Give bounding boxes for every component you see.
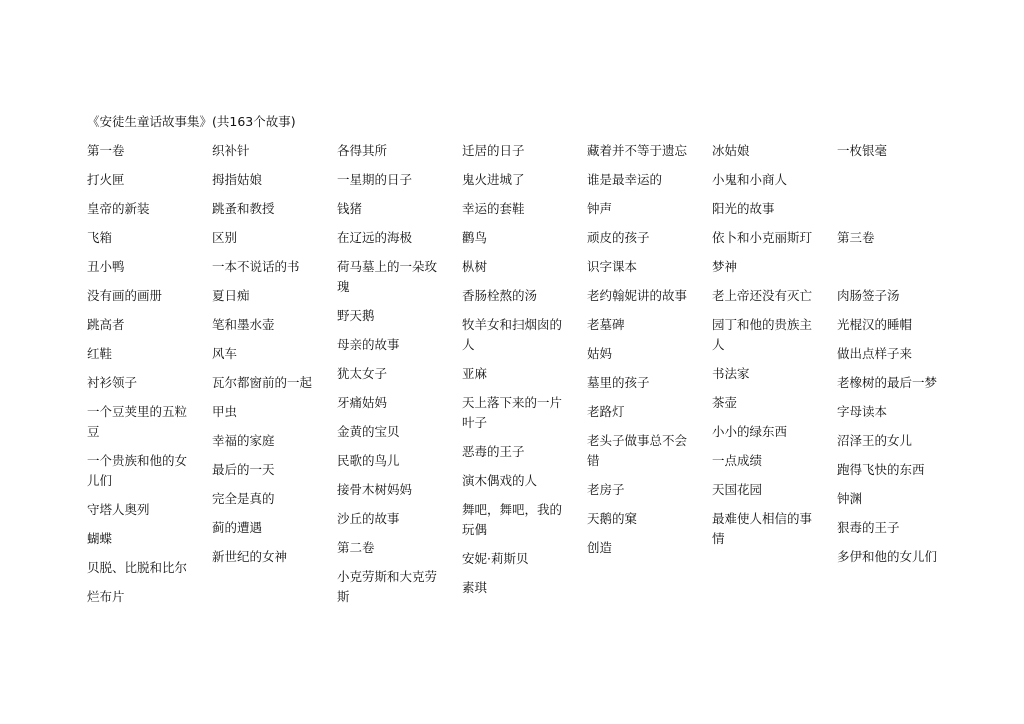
story-title: 一个豆荚里的五粒豆 [87,404,188,439]
story-title: 第一卷 [87,143,125,158]
story-title: 打火匣 [87,172,125,187]
story-title: 恶毒的王子 [462,444,525,459]
story-title: 梦神 [712,259,738,274]
story-title: 野天鹅 [337,308,375,323]
story-title: 肉肠签子汤 [837,288,900,303]
story-title: 没有画的画册 [87,288,163,303]
story-title: 蝴蝶 [87,531,113,546]
story-title: 一个贵族和他的女儿们 [87,453,188,488]
story-title: 甲虫 [212,404,238,419]
story-title: 各得其所 [337,143,388,158]
story-title: 字母读本 [837,404,888,419]
story-title: 民歌的鸟儿 [337,453,400,468]
story-title: 顽皮的孩子 [587,230,650,245]
story-title: 安妮·莉斯贝 [462,551,529,566]
story-title: 钱猪 [337,201,363,216]
story-title: 鬼火进城了 [462,172,525,187]
story-title: 演木偶戏的人 [462,473,538,488]
story-title: 姑妈 [587,346,613,361]
story-title: 老房子 [587,482,625,497]
story-title: 幸福的家庭 [212,433,275,448]
story-title: 烂布片 [87,589,125,604]
story-title: 牧羊女和扫烟囱的人 [462,317,563,352]
story-title: 皇帝的新装 [87,201,150,216]
story-column-4 [462,141,574,607]
story-title: 光棍汉的睡帽 [837,317,913,332]
story-title: 金黄的宝贝 [337,424,400,439]
story-title: 瓦尔都窗前的一起 [212,375,313,390]
story-title: 贝脱、比脱和比尔 [87,560,188,575]
story-title: 拇指姑娘 [212,172,263,187]
story-title: 最后的一天 [212,462,275,477]
story-title: 小鬼和小商人 [712,172,788,187]
story-title: 多伊和他的女儿们 [837,549,938,564]
story-title: 丑小鸭 [87,259,125,274]
story-title: 接骨木树妈妈 [337,482,413,497]
story-title: 衬衫领子 [87,375,138,390]
story-title: 墓里的孩子 [587,375,650,390]
story-title: 天鹅的窠 [587,511,638,526]
story-column-6 [712,141,824,558]
story-title: 枞树 [462,259,488,274]
story-title: 识字课本 [587,259,638,274]
story-title: 蓟的遭遇 [212,520,263,535]
story-title: 织补针 [212,143,250,158]
story-title: 小小的绿东西 [712,424,788,439]
story-title: 老上帝还没有灭亡 [712,288,813,303]
story-title: 牙痛姑妈 [337,395,388,410]
story-title: 茶壶 [712,395,738,410]
story-title: 风车 [212,346,238,361]
story-title: 鹳鸟 [462,230,488,245]
story-column-5 [587,141,699,567]
story-title: 园丁和他的贵族主人 [712,317,813,352]
story-title: 迁居的日子 [462,143,525,158]
story-title: 完全是真的 [212,491,275,506]
story-column-1 [87,141,199,616]
story-title: 香肠栓熬的汤 [462,288,538,303]
story-title: 夏日痴 [212,288,250,303]
story-title: 跑得飞快的东西 [837,462,925,477]
story-title: 母亲的故事 [337,337,400,352]
story-title: 老头子做事总不会错 [587,433,688,468]
story-title: 天上落下来的一片叶子 [462,395,563,430]
story-title: 亚麻 [462,366,488,381]
story-title: 藏着并不等于遗忘 [587,143,688,158]
story-title: 一本不说话的书 [212,259,300,274]
story-column-7 [837,141,949,576]
story-title: 一枚银毫 [837,143,888,158]
story-title: 犹太女子 [337,366,388,381]
story-title: 第三卷 [837,230,875,245]
story-title: 守塔人奥列 [87,502,150,517]
story-title: 狠毒的王子 [837,520,900,535]
story-title: 最难使人相信的事情 [712,511,813,546]
story-title: 书法家 [712,366,750,381]
story-title: 沼泽王的女儿 [837,433,913,448]
story-title: 跳蚤和教授 [212,201,275,216]
story-title: 笔和墨水壶 [212,317,275,332]
story-title: 阳光的故事 [712,201,775,216]
story-title: 区别 [212,230,238,245]
story-title: 老橡树的最后一梦 [837,375,938,390]
story-title: 谁是最幸运的 [587,172,663,187]
story-title: 老约翰妮讲的故事 [587,288,688,303]
story-title: 飞箱 [87,230,113,245]
story-title: 舞吧，舞吧，我的玩偶 [462,502,563,537]
story-title: 老路灯 [587,404,625,419]
story-title: 做出点样子来 [837,346,913,361]
document-title: 《安徒生童话故事集》(共163个故事) [87,114,296,129]
story-title: 荷马墓上的一朵玫瑰 [337,259,438,294]
story-title: 新世纪的女神 [212,549,288,564]
story-title: 钟渊 [837,491,863,506]
story-title: 幸运的套鞋 [462,201,525,216]
story-column-2 [212,141,324,576]
story-title: 依卜和小克丽斯玎 [712,230,813,245]
story-title: 沙丘的故事 [337,511,400,526]
story-title: 一星期的日子 [337,172,413,187]
story-title: 小克劳斯和大克劳斯 [337,569,438,604]
story-title: 一点成绩 [712,453,763,468]
story-title: 钟声 [587,201,613,216]
story-title: 红鞋 [87,346,113,361]
story-title: 在辽远的海极 [337,230,413,245]
story-title: 冰姑娘 [712,143,750,158]
story-title: 老墓碑 [587,317,625,332]
story-title: 创造 [587,540,613,555]
story-title: 跳高者 [87,317,125,332]
story-column-3 [337,141,449,616]
story-title: 天国花园 [712,482,763,497]
story-title: 素琪 [462,580,488,595]
story-title: 第二卷 [337,540,375,555]
